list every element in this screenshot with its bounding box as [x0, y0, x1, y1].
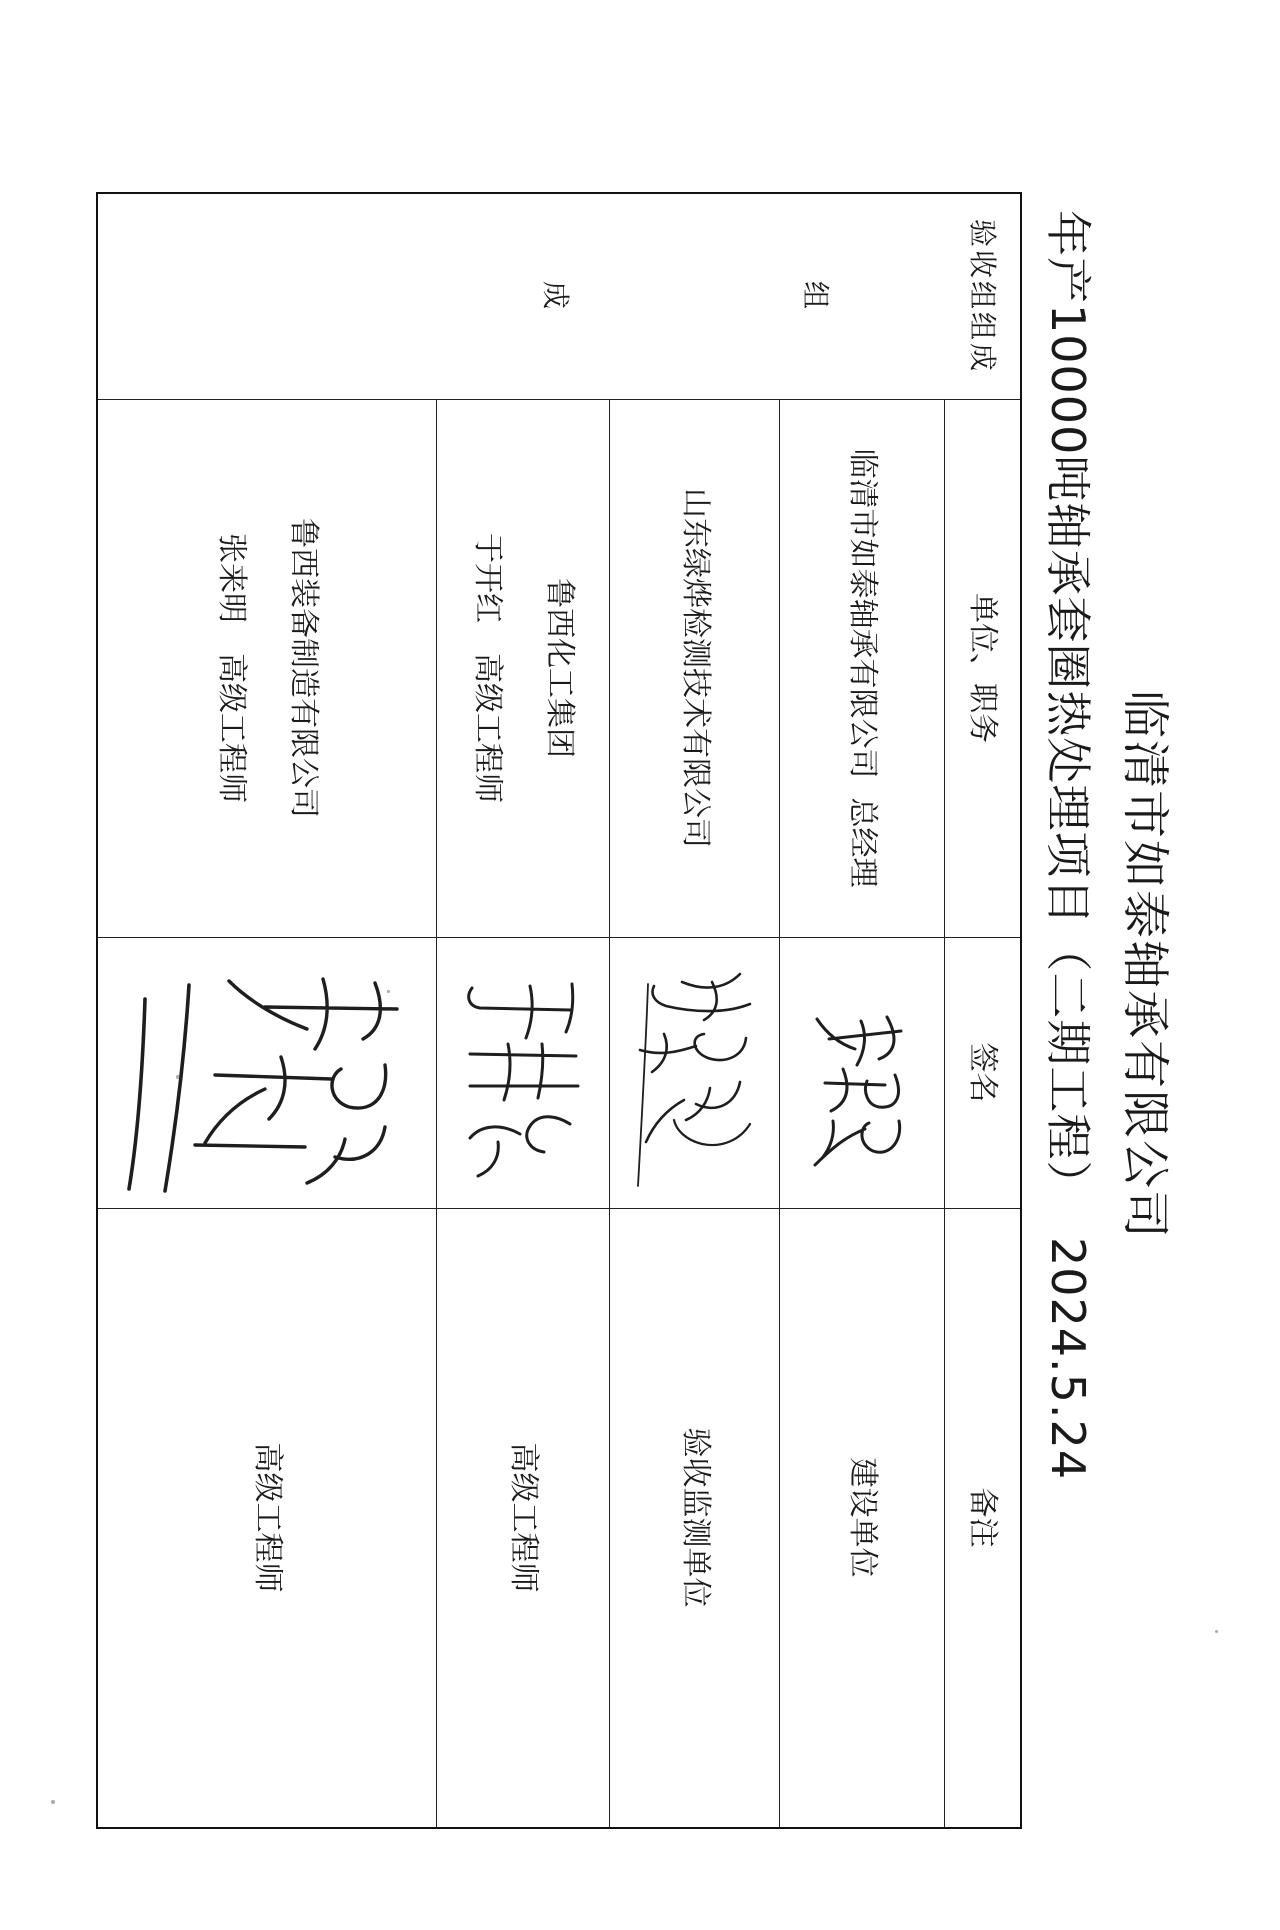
table-row-remark: 建设单位: [845, 1457, 881, 1578]
left-header: 验收组组成: [966, 218, 1000, 374]
left-group-label-1: 组: [798, 280, 832, 312]
project-title-line: [1038, 210, 1104, 1480]
scan-speck: [387, 990, 390, 993]
scan-speck: [1215, 1630, 1218, 1633]
table-row-unit: [98, 399, 437, 937]
signature-row-1: [800, 1009, 925, 1174]
unit-position: 于开红 高级工程师: [470, 533, 506, 803]
column-header-signature: 签名: [965, 1042, 1001, 1103]
project-title: 年产10000吨轴承套圈热处理项目（二期工程）: [1041, 210, 1095, 1208]
table-divider: [98, 937, 1020, 938]
unit-position: 总经理: [845, 797, 881, 888]
acceptance-table: [96, 192, 1022, 1829]
column-header-unit: 单位、职务: [965, 593, 1001, 743]
column-header-remarks: 备注: [965, 1487, 1001, 1548]
company-title: 临清市如泰轴承有限公司: [1117, 689, 1173, 1240]
table-row-unit: [610, 399, 780, 937]
unit-position: 张来明 高级工程师: [214, 533, 250, 803]
unit-name: 鲁西装备制造有限公司: [286, 518, 322, 818]
table-row-remark: 高级工程师: [506, 1442, 542, 1593]
scan-speck: [176, 1075, 180, 1079]
table-row-unit: [780, 399, 945, 937]
signature-row-2-mark: [620, 964, 770, 1194]
signature-row-4-mark: [115, 969, 415, 1199]
left-group-label-2: 成: [538, 280, 572, 312]
table-row-remark: 高级工程师: [250, 1442, 286, 1593]
signature-row-1-mark: [800, 1009, 925, 1174]
document-date: 2024.5.24: [1041, 1236, 1095, 1481]
scan-speck: [51, 1800, 55, 1804]
signature-row-2: [620, 964, 770, 1194]
table-row-remark: 验收监测单位: [678, 1427, 713, 1608]
signature-row-4: [115, 969, 415, 1199]
unit-name: 临清市如泰轴承有限公司: [845, 448, 881, 779]
unit-name: 山东绿烨检测技术有限公司: [678, 488, 713, 848]
signature-row-3: [450, 974, 600, 1189]
signature-row-3-mark: [450, 974, 600, 1189]
unit-name: 鲁西化工集团: [542, 578, 578, 758]
table-row-unit: [437, 399, 610, 937]
